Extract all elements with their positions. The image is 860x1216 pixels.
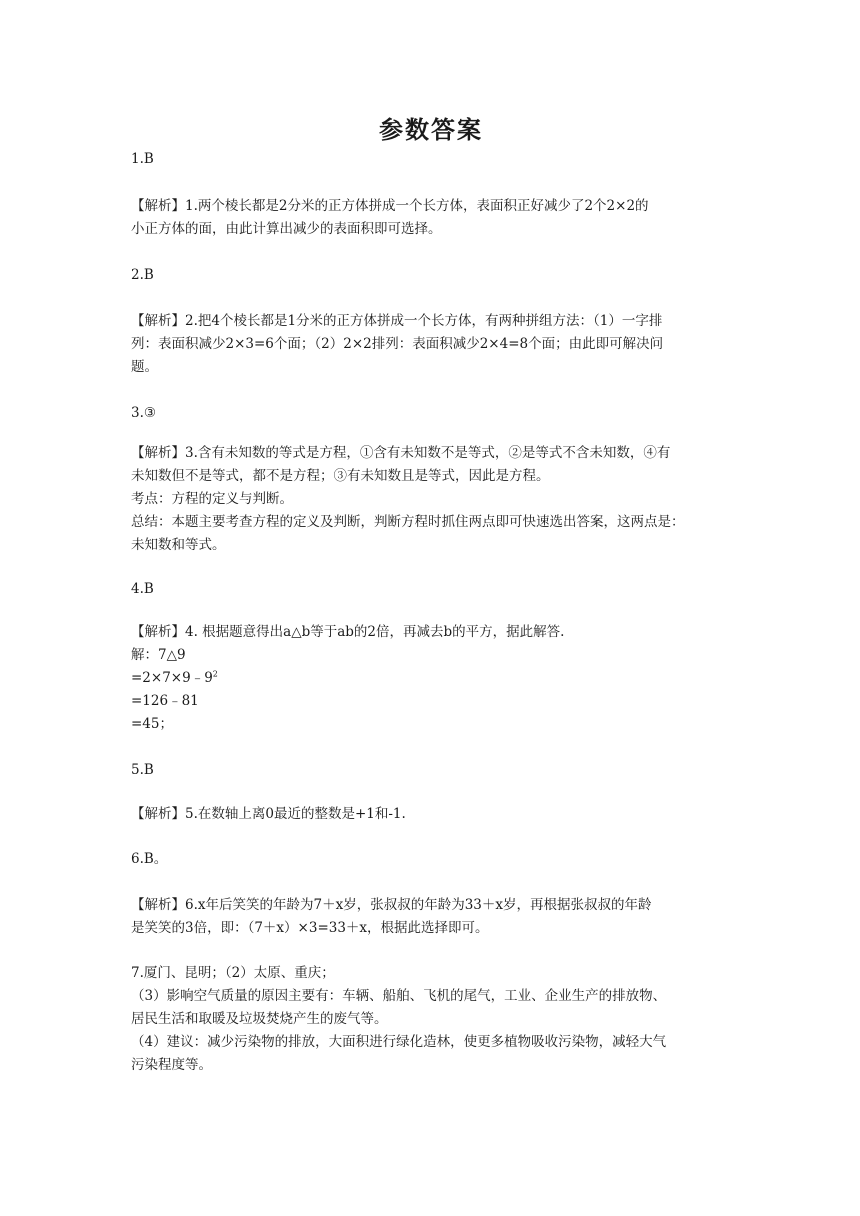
analysis-3-line-4: 总结：本题主要考查方程的定义及判断，判断方程时抓住两点即可快速选出答案，这两点是： (131, 514, 685, 530)
answer-7: 7.厦门、昆明；（2）太原、重庆； (131, 965, 335, 981)
answer-7-line-3: 居民生活和取暖及垃圾焚烧产生的废气等。 (131, 1011, 388, 1027)
analysis-2-line-1: 【解析】2.把4个棱长都是1分米的正方体拼成一个长方体，有两种拼组方法：（1）一字排 (131, 313, 663, 329)
analysis-3-line-5: 未知数和等式。 (131, 537, 226, 553)
analysis-6-line-1: 【解析】6.x年后笑笑的年龄为7＋x岁，张叔叔的年龄为33＋x岁，再根据张叔叔的年龄 (131, 897, 652, 913)
analysis-6 (131, 894, 731, 940)
analysis-5-line-1: 【解析】5.在数轴上离0最近的整数是+1和-1. (131, 806, 406, 822)
analysis-3 (131, 442, 731, 557)
answer-3: 3.③ (131, 405, 156, 421)
answer-5: 5.B (131, 762, 154, 778)
answer-6: 6.B。 (131, 851, 168, 867)
answer-7-line-5: 污染程度等。 (131, 1057, 212, 1073)
analysis-6-line-2: 是笑笑的3倍，即：（7＋x）×3=33＋x，根据此选择即可。 (131, 920, 489, 936)
answer-4: 4.B (131, 581, 154, 597)
answer-7-line-4: （4）建议：减少污染物的排放，大面积进行绿化造林，使更多植物吸收污染物，减轻大气 (131, 1034, 667, 1050)
analysis-2-line-2: 列：表面积减少2×3=6个面；（2）2×2排列：表面积减少2×4=8个面；由此即可解决问 (131, 336, 664, 352)
analysis-4-calc-2: =126﹣81 (131, 693, 199, 709)
analysis-4-line-1: 【解析】4. 根据题意得出a△b等于ab的2倍，再减去b的平方，据此解答. (131, 624, 565, 640)
analysis-5 (131, 803, 731, 826)
analysis-4-calc-3: =45； (131, 716, 173, 732)
analysis-3-line-3: 考点：方程的定义与判断。 (131, 491, 293, 507)
analysis-2-line-3: 题。 (131, 359, 158, 375)
analysis-2 (131, 310, 731, 379)
analysis-3-line-1: 【解析】3.含有未知数的等式是方程，①含有未知数不是等式，②是等式不含未知数，④有 (131, 445, 671, 461)
analysis-1-line-2: 小正方体的面，由此计算出减少的表面积即可选择。 (131, 221, 442, 237)
answer-7-block (131, 962, 731, 1077)
page-title: 参数答案 (379, 116, 483, 144)
analysis-4-calc-1 (131, 667, 731, 690)
analysis-4-line-2: 解：7△9 (131, 647, 186, 663)
analysis-4-calc-1-text: =2×7×9﹣9 (131, 670, 213, 686)
analysis-4-calc-1-exponent: 2 (212, 669, 218, 679)
answer-2: 2.B (131, 267, 154, 283)
analysis-1-line-1: 【解析】1.两个棱长都是2分米的正方体拼成一个长方体，表面积正好减少了2个2×2的 (131, 198, 649, 214)
analysis-4 (131, 621, 731, 736)
analysis-3-line-2: 未知数但不是等式，都不是方程；③有未知数且是等式，因此是方程。 (131, 468, 550, 484)
analysis-1 (131, 195, 731, 241)
answer-7-line-2: （3）影响空气质量的原因主要有：车辆、船舶、飞机的尾气，工业、企业生产的排放物、 (131, 988, 667, 1004)
answer-1: 1.B (131, 151, 154, 167)
